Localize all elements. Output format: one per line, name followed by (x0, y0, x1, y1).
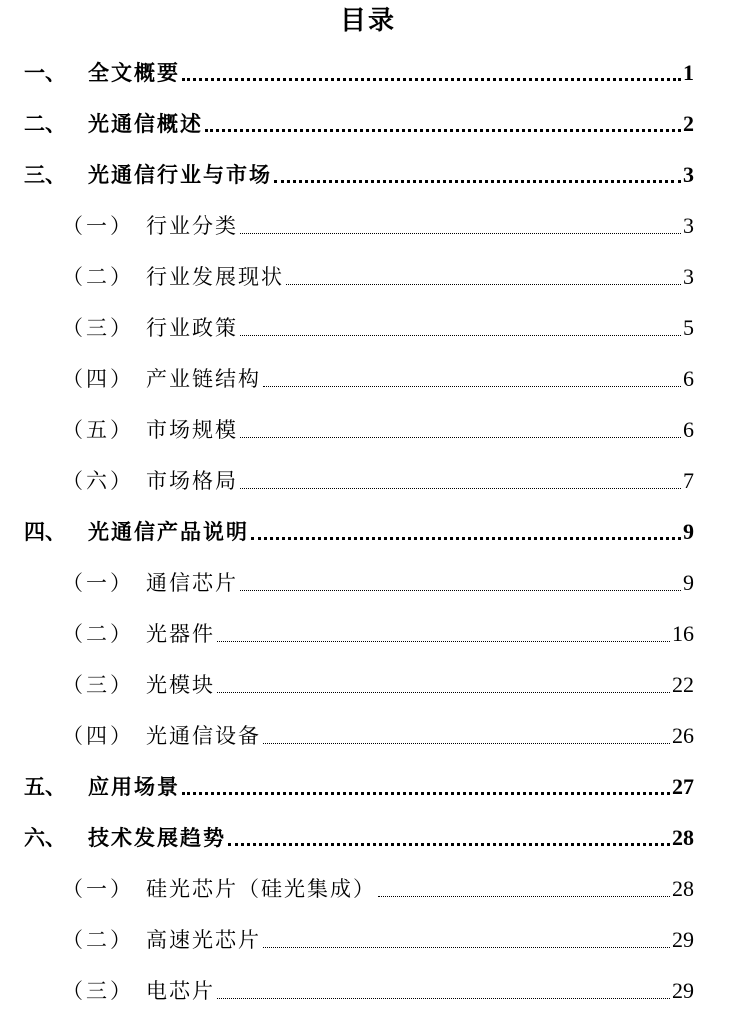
toc-entry-number: （二） (62, 265, 134, 289)
toc-entry-number: （二） (62, 622, 134, 646)
toc-entry[interactable] (24, 811, 694, 851)
toc-entry[interactable] (24, 760, 694, 800)
toc-entry[interactable] (62, 913, 694, 953)
toc-entry-number: 一、 (24, 61, 66, 85)
toc-chapter-row[interactable] (0, 505, 736, 545)
toc-section-row[interactable] (0, 964, 736, 1004)
toc-section-row[interactable] (0, 454, 736, 494)
dot-leader (217, 998, 670, 999)
toc-page-number: 3 (683, 264, 694, 289)
toc-page-number: 6 (683, 366, 694, 391)
dot-leader (263, 386, 681, 387)
toc-page-number: 26 (672, 723, 694, 748)
toc-entry-label: 高速光芯片 (146, 928, 261, 952)
toc-entry-label: 产业链结构 (146, 367, 261, 391)
dot-leader (378, 896, 670, 897)
toc-entry[interactable] (62, 199, 694, 239)
toc-page-number: 3 (683, 213, 694, 238)
toc-entry-label: 行业分类 (146, 214, 238, 238)
toc-entry-label: 市场格局 (146, 469, 238, 493)
toc-entry-label: 硅光芯片（硅光集成） (146, 877, 376, 901)
toc-entry-number: 六、 (24, 826, 66, 850)
toc-entry-label: 电芯片 (146, 979, 215, 1003)
toc-entry[interactable] (62, 862, 694, 902)
toc-page-number: 27 (672, 774, 694, 799)
toc-entry-number: （六） (62, 469, 134, 493)
toc-entry-number: （一） (62, 877, 134, 901)
toc-entry-label: 全文概要 (88, 61, 180, 85)
toc-section-row[interactable] (0, 199, 736, 239)
dot-leader (217, 692, 670, 693)
toc-section-row[interactable] (0, 607, 736, 647)
toc-page-number: 28 (672, 825, 694, 850)
toc-entry[interactable] (62, 964, 694, 1004)
toc-page-number: 9 (683, 519, 694, 544)
toc-entry-number: 四、 (24, 520, 66, 544)
toc-entry-label: 行业政策 (146, 316, 238, 340)
toc-chapter-row[interactable] (0, 148, 736, 188)
toc-page-number: 1 (683, 60, 694, 85)
dot-leader (286, 284, 681, 285)
toc-section-row[interactable] (0, 301, 736, 341)
toc-page-number: 28 (672, 876, 694, 901)
toc-entry[interactable] (62, 607, 694, 647)
dot-leader (240, 488, 681, 489)
toc-entry[interactable] (24, 97, 694, 137)
toc-page-number: 16 (672, 621, 694, 646)
toc-entry[interactable] (62, 454, 694, 494)
toc-chapter-row[interactable] (0, 811, 736, 851)
toc-page-number: 22 (672, 672, 694, 697)
toc-entry-label: 技术发展趋势 (88, 826, 226, 850)
dot-leader (240, 335, 681, 336)
dot-leader (182, 792, 670, 795)
dot-leader (240, 233, 681, 234)
toc-page-number: 29 (672, 978, 694, 1003)
toc-section-row[interactable] (0, 250, 736, 290)
toc-page-number: 5 (683, 315, 694, 340)
toc-entry-label: 市场规模 (146, 418, 238, 442)
toc-entry-label: 光模块 (146, 673, 215, 697)
toc-entry-label: 应用场景 (88, 775, 180, 799)
toc-entry-number: （三） (62, 316, 134, 340)
toc-entry-label: 光通信行业与市场 (88, 163, 272, 187)
toc-page-number: 6 (683, 417, 694, 442)
toc-page-number: 3 (683, 162, 694, 187)
toc-entry[interactable] (24, 46, 694, 86)
toc-entry-label: 光通信概述 (88, 112, 203, 136)
dot-leader (263, 947, 670, 948)
toc-entry[interactable] (24, 148, 694, 188)
toc-chapter-row[interactable] (0, 97, 736, 137)
toc-entry-number: （四） (62, 367, 134, 391)
toc-entry[interactable] (62, 250, 694, 290)
dot-leader (205, 129, 681, 132)
toc-page-number: 2 (683, 111, 694, 136)
dot-leader (251, 537, 681, 540)
toc-entry[interactable] (24, 505, 694, 545)
toc-entry[interactable] (62, 556, 694, 596)
toc-entry[interactable] (62, 403, 694, 443)
toc-entry-label: 光通信产品说明 (88, 520, 249, 544)
toc-section-row[interactable] (0, 556, 736, 596)
toc-entry-number: （四） (62, 724, 134, 748)
toc-page-number: 9 (683, 570, 694, 595)
toc-entry-label: 通信芯片 (146, 571, 238, 595)
toc-entry[interactable] (62, 709, 694, 749)
toc-entry[interactable] (62, 352, 694, 392)
toc-section-row[interactable] (0, 862, 736, 902)
toc-entry-number: （二） (62, 928, 134, 952)
toc-entry-number: 五、 (24, 775, 66, 799)
toc-section-row[interactable] (0, 913, 736, 953)
dot-leader (217, 641, 670, 642)
toc-page-number: 29 (672, 927, 694, 952)
toc-section-row[interactable] (0, 352, 736, 392)
toc-chapter-row[interactable] (0, 46, 736, 86)
toc-entry-label: 光器件 (146, 622, 215, 646)
toc-entry-number: （五） (62, 418, 134, 442)
toc-entry-number: 二、 (24, 112, 66, 136)
dot-leader (274, 180, 681, 183)
toc-page-number: 7 (683, 468, 694, 493)
toc-section-row[interactable] (0, 658, 736, 698)
toc-entry-number: （三） (62, 673, 134, 697)
dot-leader (228, 843, 670, 846)
dot-leader (263, 743, 670, 744)
toc-section-row[interactable] (0, 403, 736, 443)
toc-entry-number: （一） (62, 571, 134, 595)
toc-entry-number: （一） (62, 214, 134, 238)
toc-chapter-row[interactable] (0, 760, 736, 800)
toc-entry-number: 三、 (24, 163, 66, 187)
toc-entry-label: 光通信设备 (146, 724, 261, 748)
toc-entry[interactable] (62, 658, 694, 698)
dot-leader (240, 590, 681, 591)
dot-leader (182, 78, 681, 81)
toc-entry[interactable] (62, 301, 694, 341)
toc-section-row[interactable] (0, 709, 736, 749)
dot-leader (240, 437, 681, 438)
toc-entry-label: 行业发展现状 (146, 265, 284, 289)
toc-entry-number: （三） (62, 979, 134, 1003)
page-title: 目录 (339, 6, 396, 36)
